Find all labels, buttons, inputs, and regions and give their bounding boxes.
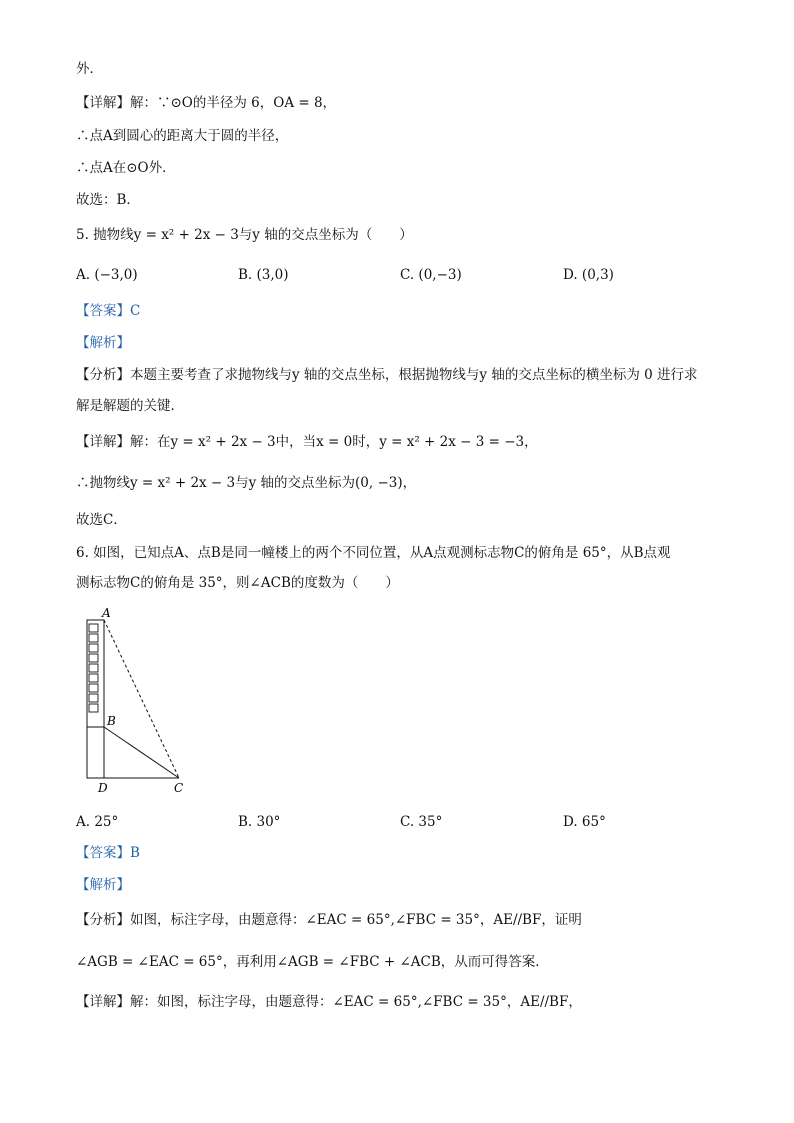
q6-option-b: B. 30° bbox=[238, 814, 281, 830]
q5-option-a: A. (−3,0) bbox=[76, 267, 138, 283]
text-line: 【详解】解：∵⊙O的半径为 6，OA = 8， bbox=[76, 95, 337, 111]
question-6-stem: 6. 如图，已知点A、点B是同一幢楼上的两个不同位置，从A点观测标志物C的俯角是 65°，从B点观 bbox=[76, 545, 671, 561]
text-line: 【分析】本题主要考查了求抛物线与y 轴的交点坐标，根据抛物线与y 轴的交点坐标的横坐标为 0 进行求 bbox=[76, 367, 698, 383]
text-line: 【分析】如图，标注字母，由题意得：∠EAC = 65°,∠FBC = 35°，AE//BF，证明 bbox=[76, 912, 582, 928]
answer-label: 【答案】B bbox=[76, 845, 140, 861]
point-label-a: A bbox=[102, 606, 111, 620]
q5-option-d: D. (0,3) bbox=[563, 267, 614, 283]
text-line: 【详解】解：在y = x² + 2x − 3中，当x = 0时，y = x² + 2x − 3 = −3， bbox=[76, 434, 538, 450]
sight-line-ac bbox=[104, 620, 179, 778]
point-label-b: B bbox=[107, 714, 116, 728]
q6-option-a: A. 25° bbox=[76, 814, 119, 830]
text-line: ∴点A到圆心的距离大于圆的半径， bbox=[76, 128, 289, 144]
text-line: 故选：B． bbox=[76, 192, 140, 208]
point-label-d: D bbox=[98, 781, 108, 795]
q5-option-b: B. (3,0) bbox=[238, 267, 289, 283]
text-line: ∠AGB = ∠EAC = 65°，再利用∠AGB = ∠FBC + ∠ACB，从而可得答案． bbox=[76, 954, 549, 970]
q6-option-c: C. 35° bbox=[400, 814, 443, 830]
point-label-c: C bbox=[174, 781, 184, 795]
text-line: ∴点A在⊙O外． bbox=[76, 160, 176, 176]
q5-option-c: C. (0,−3) bbox=[400, 267, 462, 283]
building-diagram bbox=[76, 600, 196, 800]
text-line: 解是解题的关键． bbox=[76, 398, 184, 414]
question-5-stem: 5. 抛物线y = x² + 2x − 3与y 轴的交点坐标为（ ） bbox=[76, 227, 413, 243]
text-line: 【详解】解：如图，标注字母，由题意得：∠EAC = 65°,∠FBC = 35°，AE//BF， bbox=[76, 994, 582, 1010]
q6-option-d: D. 65° bbox=[563, 814, 606, 830]
answer-label: 【答案】C bbox=[76, 303, 141, 319]
analysis-label: 【解析】 bbox=[76, 877, 130, 893]
building-windows bbox=[89, 624, 98, 712]
question-6-stem-cont: 测标志物C的俯角是 35°，则∠ACB的度数为（ ） bbox=[76, 575, 399, 591]
sight-line-bc bbox=[104, 727, 179, 778]
text-line: ∴抛物线y = x² + 2x − 3与y 轴的交点坐标为(0, −3)， bbox=[76, 475, 417, 491]
analysis-label: 【解析】 bbox=[76, 335, 130, 351]
text-line: 故选C． bbox=[76, 512, 127, 528]
text-line: 外． bbox=[76, 61, 103, 77]
